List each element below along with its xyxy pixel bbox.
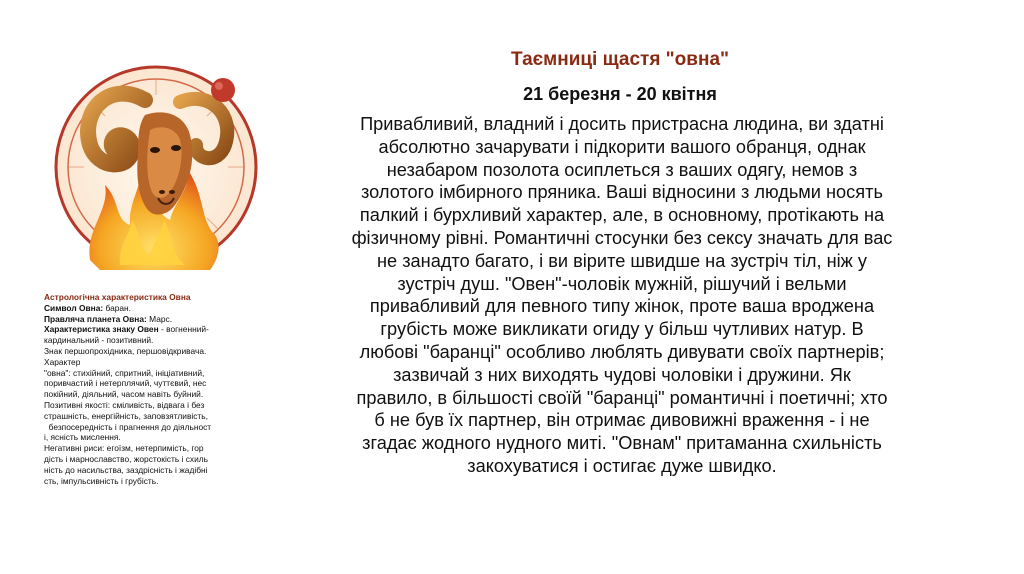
paragraph-line: зустріч душ. "Овен"-чоловік мужній, рішучий і вельми — [397, 273, 847, 294]
planet-line — [44, 314, 280, 325]
symbol-label: Символ Овна: — [44, 302, 104, 313]
paragraph-line: б не був їх партнер, він отримає дивовижні враження - і не — [374, 410, 870, 431]
characteristic-line — [44, 324, 280, 335]
paragraph-line: Привабливий, владний і досить пристрасна людина, ви здатні — [360, 114, 884, 134]
characteristic-label: Характеристика знаку Овен — [44, 324, 159, 335]
sidebar-line: Характер — [44, 356, 81, 367]
paragraph-line: фізичному рівні. Романтичні стосунки без сексу значать для вас — [351, 227, 893, 248]
paragraph-line: палкий і бурхливий характер, але, в основному, протікають на — [359, 205, 885, 226]
paragraph-line: золотого імбирного пряника. Ваші відносини з людьми носять — [361, 182, 883, 203]
sidebar-line: страшність, енергійність, заповзятливість, — [44, 410, 208, 421]
sidebar-line: Негативні риси: егоїзм, нетерпимість, гор — [44, 443, 204, 454]
symbol-value: баран. — [103, 302, 132, 313]
aries-characteristics-sidebar — [44, 292, 280, 486]
paragraph-line: згадає жодного нудного миті. "Овнам" притаманна схильність — [362, 433, 882, 454]
sidebar-line: "овна": стихійний, спритний, ініціативний, — [44, 367, 205, 378]
paragraph-line: абсолютно зачарувати і підкорити вашого обранця, однак — [378, 136, 866, 157]
paragraph-line: привабливий для певного типу жінок, проте ваша вроджена — [369, 296, 875, 317]
paragraph-line: любові "баранці" особливо люблять дивувати своїх партнерів; — [359, 341, 885, 362]
sidebar-line: Знак першопрохідника, першовідкривача. — [44, 345, 207, 356]
planet-label: Правляча планета Овна: — [44, 313, 147, 324]
sidebar-heading: Астрологічна характеристика Овна — [44, 292, 191, 302]
symbol-line — [44, 303, 280, 314]
sidebar-line: покійний, діяльний, часом навіть буйний. — [44, 389, 204, 400]
aries-ram-emblem-icon — [50, 60, 268, 275]
page-title: Таємниці щастя "овна" — [510, 49, 730, 70]
paragraph-line: правило, в більшості своїй "баранці" романтичні і поетичні; хто — [356, 387, 888, 408]
sidebar-line: дість і марнославство, жорстокість і схиль — [44, 453, 209, 464]
planet-value: Марс. — [146, 313, 173, 324]
paragraph-line: закохуватися і остигає дуже швидко. — [467, 455, 777, 476]
sidebar-line: кардинальний - позитивний. — [44, 335, 154, 346]
paragraph-line: не занадто багато, і ви вірите швидше на зустріч тіл, ніж у — [377, 250, 867, 271]
date-range: 21 березня - 20 квітня — [523, 84, 717, 104]
paragraph-line: зазвичай з них виходять чудові чоловіки і дружини. Як — [393, 364, 851, 385]
paragraph-line: незабаром позолота осиплеться з ваших одягу, немов з — [386, 159, 858, 180]
sidebar-line: безпосередність і прагнення до діяльност — [44, 421, 212, 432]
sidebar-line: Позитивні якості: сміливість, відвага і без — [44, 399, 205, 410]
characteristic-value: - вогненний- — [158, 324, 209, 335]
description-paragraph — [298, 113, 946, 478]
paragraph-line: грубість може викликати огиду у більш чутливих натур. В — [380, 319, 864, 340]
sidebar-line: і, ясність мислення. — [44, 432, 121, 443]
sidebar-line: поривчастий і нетерплячий, чуттєвий, нес — [44, 378, 207, 389]
sidebar-line: ність до насильства, заздрісність і жадібні — [44, 464, 208, 475]
sidebar-line: сть, імпульсивність і грубість. — [44, 475, 159, 486]
